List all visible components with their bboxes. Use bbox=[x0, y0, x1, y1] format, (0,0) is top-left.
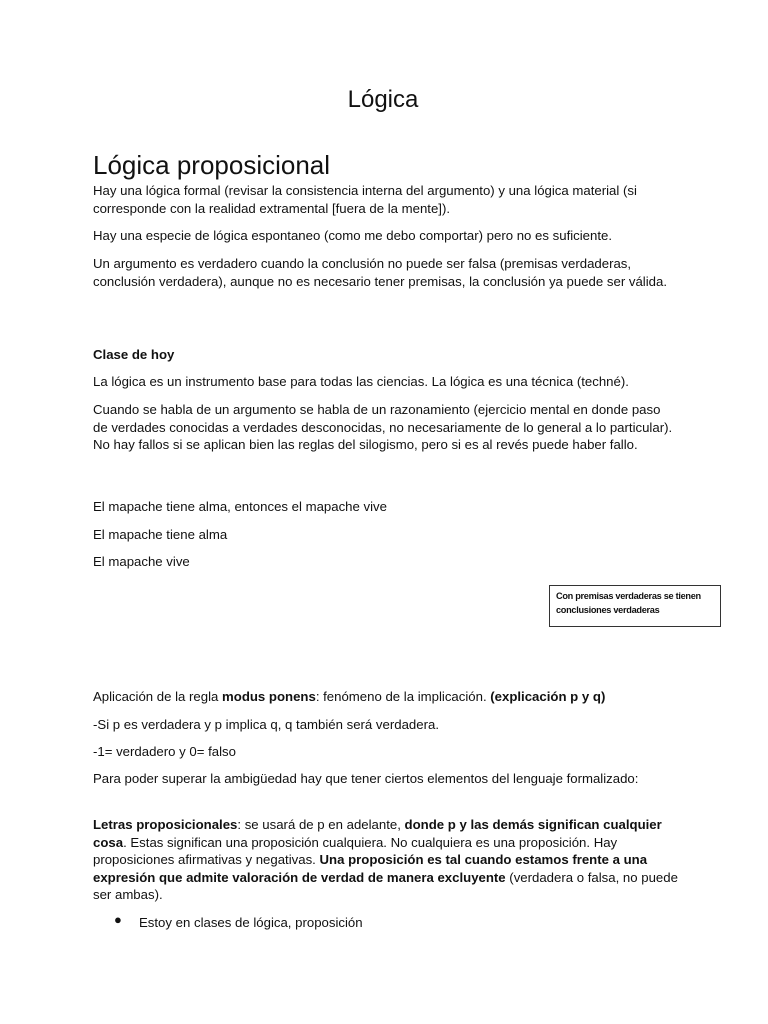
letras-text-3: (verdadera o falsa, no puede ser ambas). bbox=[93, 869, 678, 902]
letras-text-1: : se usará de p en adelante, bbox=[237, 817, 405, 832]
example-line-3: El mapache vive bbox=[93, 554, 190, 569]
paragraph-logica-formal: Hay una lógica formal (revisar la consistencia interna del argumento) y una lógica material (si corresponde con la realidad extramental [fuera de la mente]). bbox=[93, 183, 637, 216]
letras-bold-2: donde p y las demás significan cualquier cosa bbox=[93, 817, 662, 850]
paragraph-logica-espontanea: Hay una especie de lógica espontaneo (como me debo comportar) pero no es suficiente. bbox=[93, 228, 613, 243]
letras-bold-1: Letras proposicionales bbox=[93, 817, 238, 832]
paragraph-ambiguedad: Para poder superar la ambigüedad hay que tener ciertos elementos del lenguaje formalizado: bbox=[93, 771, 639, 786]
aplicacion-bold-explicacion: (explicación p y q) bbox=[490, 689, 606, 704]
bullet-item: Estoy en clases de lógica, proposición bbox=[139, 915, 363, 930]
paragraph-valores: -1= verdadero y 0= falso bbox=[93, 744, 236, 759]
callout-box: Con premisas verdaderas se tienen conclusiones verdaderas bbox=[549, 585, 721, 627]
paragraph-argumento: Un argumento es verdadero cuando la conclusión no puede ser falsa (premisas verdaderas, conclusión verdadera), aunque no es necesario tener premisas, la conclusión ya puede ser válida. bbox=[93, 256, 667, 289]
section-heading: Lógica proposicional bbox=[93, 150, 331, 180]
example-line-1: El mapache tiene alma, entonces el mapache vive bbox=[93, 499, 387, 514]
example-line-2: El mapache tiene alma bbox=[93, 527, 228, 542]
subheading-clase-de-hoy: Clase de hoy bbox=[93, 347, 175, 362]
letras-text-2: . Estas significan una proposición cualquiera. No cualquiera es una proposición. Hay proposiciones afirmativas y negativas. bbox=[93, 834, 618, 867]
paragraph-modus-ponens bbox=[93, 688, 678, 706]
aplicacion-mid: : fenómeno de la implicación. bbox=[315, 689, 491, 704]
aplicacion-bold-modus: modus ponens bbox=[222, 689, 316, 704]
letras-bold-3: Una proposición es tal cuando estamos frente a una expresión que admite valoración de verdad de manera excluyente bbox=[93, 852, 648, 885]
aplicacion-pre: Aplicación de la regla bbox=[93, 689, 223, 704]
paragraph-si-p: -Si p es verdadera y p implica q, q también será verdadera. bbox=[93, 717, 439, 732]
paragraph-letras-proposicionales bbox=[93, 816, 678, 904]
page-title: Lógica bbox=[347, 86, 419, 113]
bullet-icon: ● bbox=[114, 912, 122, 927]
paragraph-instrumento: La lógica es un instrumento base para todas las ciencias. La lógica es una técnica (techné). bbox=[93, 374, 629, 389]
paragraph-razonamiento: Cuando se habla de un argumento se habla de un razonamiento (ejercicio mental en donde paso de verdades conocidas a verdades desconocidas, no necesariamente de lo general a lo particular). No hay fallos si se aplican bien las reglas del silogismo, pero si es al revés puede haber fallo. bbox=[93, 402, 673, 452]
